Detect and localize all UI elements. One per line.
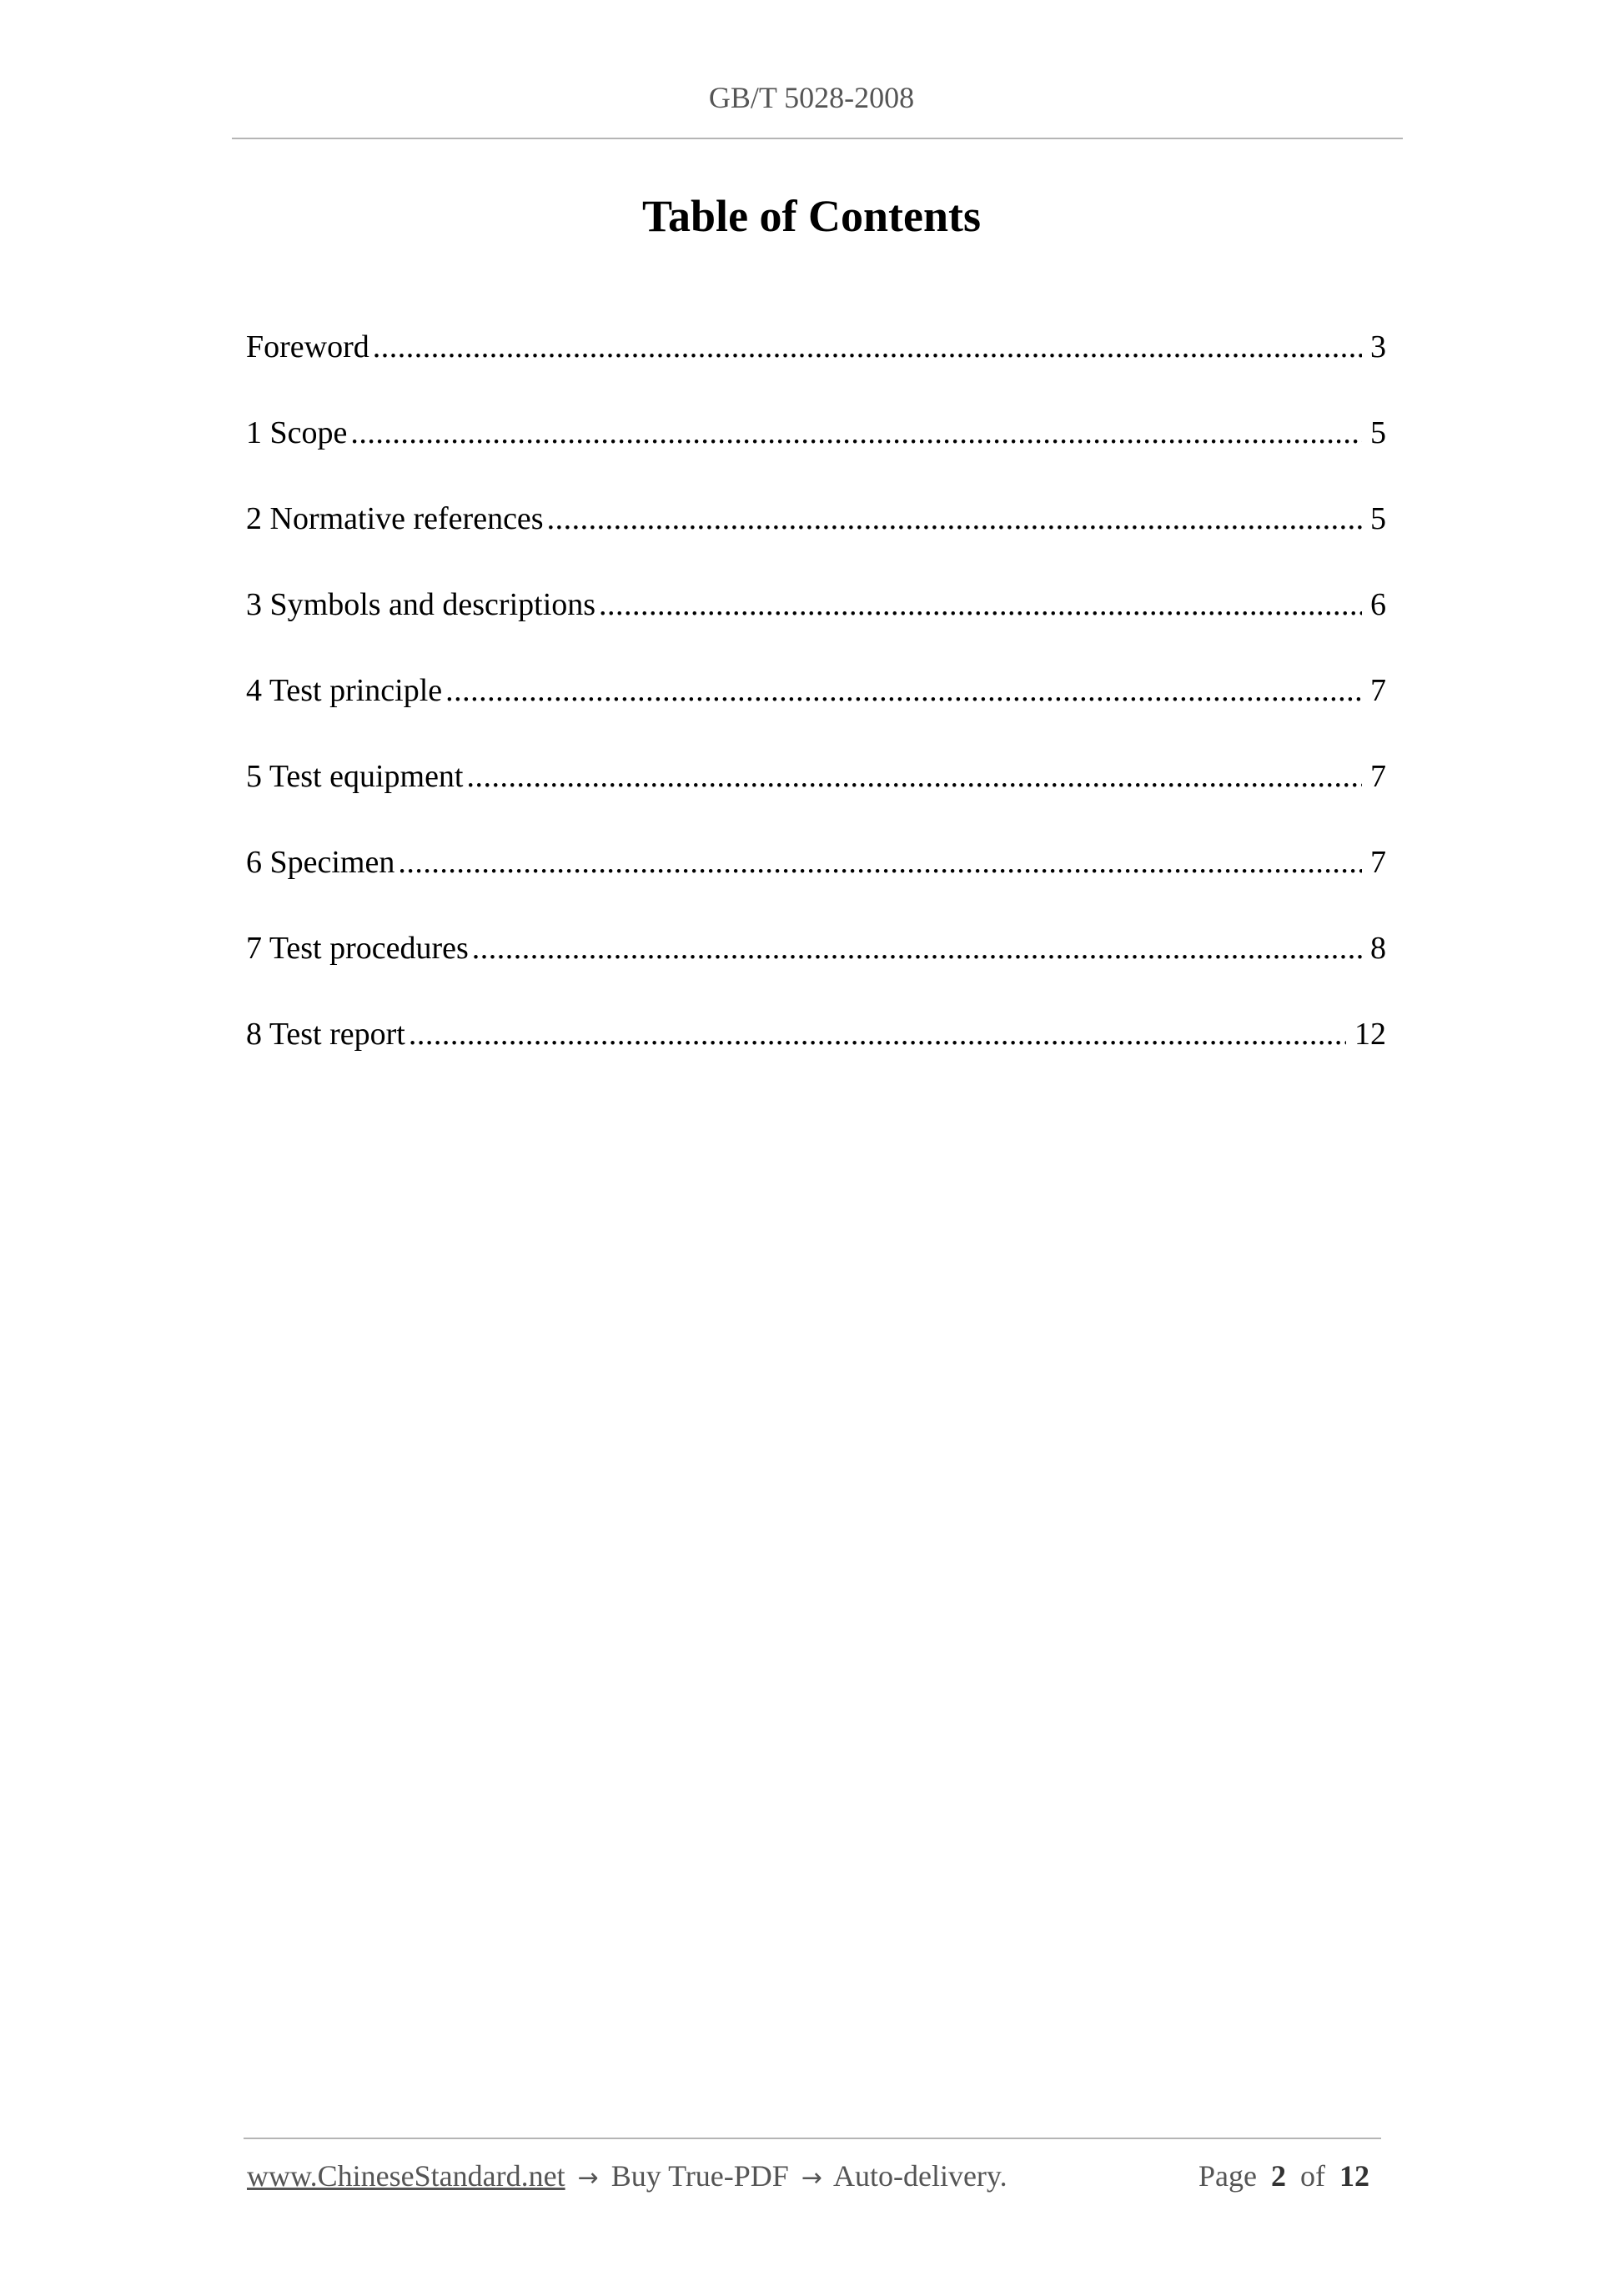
toc-dot-leader [445,667,1362,714]
arrow-right-icon: → [801,2163,822,2193]
toc-entry-symbols-and-descriptions[interactable] [246,581,1386,667]
toc-entry-page: 7 [1370,845,1386,880]
toc-dot-leader [350,409,1362,456]
toc-entry-foreword[interactable] [246,324,1386,409]
footer-promo [247,2158,1007,2193]
total-pages: 12 [1339,2159,1369,2193]
toc-title: Table of Contents [641,191,982,241]
arrow-right-icon: → [577,2163,599,2193]
current-page: 2 [1271,2159,1286,2193]
toc-entry-label: 1 Scope [246,415,348,450]
toc-entry-label: 2 Normative references [246,501,544,536]
of-label: of [1300,2159,1325,2193]
toc-dot-leader [373,324,1362,370]
toc-entry-test-principle[interactable] [246,667,1386,753]
toc-dot-leader [398,839,1362,886]
toc-entry-label: 4 Test principle [246,673,443,708]
toc-entry-label: Foreword [246,329,369,364]
toc-entry-page: 12 [1354,1017,1386,1052]
toc-entry-page: 6 [1370,587,1386,622]
toc-entry-page: 7 [1370,673,1386,708]
toc-entry-specimen[interactable] [246,839,1386,925]
toc-entry-test-report[interactable] [246,1011,1386,1097]
toc-entry-test-equipment[interactable] [246,753,1386,839]
page-footer [247,2158,1376,2202]
auto-delivery-text: Auto-delivery. [832,2159,1007,2193]
buy-pdf-text: Buy True-PDF [611,2159,789,2193]
toc-entry-page: 3 [1370,329,1386,364]
toc-entry-label: 5 Test equipment [246,759,464,794]
toc-dot-leader [547,495,1362,542]
toc-entry-page: 7 [1370,759,1386,794]
toc-dot-leader [409,1011,1346,1058]
toc-entry-label: 3 Symbols and descriptions [246,587,596,622]
page-label: Page [1198,2159,1257,2193]
toc-entry-test-procedures[interactable] [246,925,1386,1011]
toc-entry-scope[interactable] [246,409,1386,495]
toc-entry-label: 7 Test procedures [246,931,469,966]
toc-entry-page: 8 [1370,931,1386,966]
toc-entry-page: 5 [1370,415,1386,450]
header-divider [232,138,1403,139]
toc-entry-normative-references[interactable] [246,495,1386,581]
website-link[interactable]: www.ChineseStandard.net [247,2159,565,2193]
toc-entry-label: 6 Specimen [246,845,395,880]
toc-entry-label: 8 Test report [246,1017,405,1052]
toc-dot-leader [467,753,1363,800]
document-code: GB/T 5028-2008 [708,81,915,114]
footer-divider [244,2138,1381,2139]
toc-list [246,324,1386,1097]
toc-dot-leader [472,925,1362,972]
page-number [1198,2158,1376,2193]
toc-dot-leader [599,581,1362,628]
toc-entry-page: 5 [1370,501,1386,536]
